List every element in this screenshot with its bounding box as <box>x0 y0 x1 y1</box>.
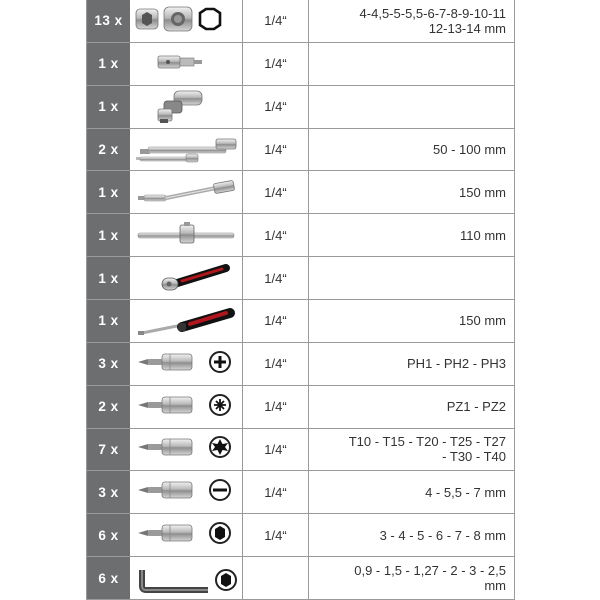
tool-image-cell <box>130 429 243 471</box>
tool-image-cell <box>130 257 243 299</box>
quantity-cell: 1 x <box>87 257 130 299</box>
drive-size-cell: 1/4“ <box>243 514 309 556</box>
tool-image-cell <box>130 43 243 85</box>
size-cell <box>309 300 514 342</box>
phillips-bit-socket-icon <box>134 346 238 382</box>
drive-size-cell: 1/4“ <box>243 129 309 171</box>
pozidriv-bit-socket-icon <box>134 389 238 425</box>
quantity-cell: 6 x <box>87 557 130 599</box>
table-row <box>87 0 514 43</box>
tool-image-cell <box>130 471 243 513</box>
size-line: 110 mm <box>460 227 506 243</box>
quantity-cell: 1 x <box>87 171 130 213</box>
size-cell <box>309 471 514 513</box>
size-line: T10 - T15 - T20 - T25 - T27 <box>348 434 506 450</box>
tool-image-cell <box>130 129 243 171</box>
size-cell <box>309 43 514 85</box>
size-cell <box>309 514 514 556</box>
size-line: 50 - 100 mm <box>433 141 506 157</box>
size-line: 0,9 - 1,5 - 1,27 - 2 - 3 - 2,5 <box>354 563 506 579</box>
quantity-cell: 7 x <box>87 429 130 471</box>
size-line: mm <box>484 578 506 594</box>
table-row <box>87 129 514 172</box>
tool-image-cell <box>130 86 243 128</box>
quantity-cell: 13 x <box>87 0 130 42</box>
hex-bit-socket-icon <box>134 517 238 553</box>
table-row <box>87 429 514 472</box>
size-line: 3 - 4 - 5 - 6 - 7 - 8 mm <box>379 527 506 543</box>
quantity-cell: 3 x <box>87 343 130 385</box>
size-cell <box>309 129 514 171</box>
drive-size-cell: 1/4“ <box>243 386 309 428</box>
size-line: 150 mm <box>459 184 506 200</box>
quantity-cell: 6 x <box>87 514 130 556</box>
slotted-bit-socket-icon <box>134 474 238 510</box>
tool-image-cell <box>130 171 243 213</box>
drive-size-cell: 1/4“ <box>243 171 309 213</box>
tool-image-cell <box>130 343 243 385</box>
size-line: 150 mm <box>459 313 506 329</box>
size-cell <box>309 214 514 256</box>
drive-size-cell: 1/4“ <box>243 43 309 85</box>
tool-image-cell <box>130 0 243 42</box>
table-row <box>87 557 514 600</box>
spinner-handle-icon <box>134 303 238 339</box>
table-row <box>87 43 514 86</box>
size-cell <box>309 0 514 42</box>
tool-image-cell <box>130 214 243 256</box>
size-cell <box>309 386 514 428</box>
table-row <box>87 514 514 557</box>
size-cell <box>309 171 514 213</box>
quantity-cell: 1 x <box>87 86 130 128</box>
drive-size-cell: 1/4“ <box>243 0 309 42</box>
quantity-cell: 1 x <box>87 214 130 256</box>
tool-image-cell <box>130 300 243 342</box>
drive-size-cell: 1/4“ <box>243 86 309 128</box>
table-row <box>87 171 514 214</box>
size-cell <box>309 343 514 385</box>
torx-bit-socket-icon <box>134 431 238 467</box>
drive-size-cell: 1/4“ <box>243 257 309 299</box>
drive-size-cell: 1/4“ <box>243 471 309 513</box>
size-line: PZ1 - PZ2 <box>446 399 506 415</box>
tool-image-cell <box>130 557 243 599</box>
drive-size-cell: 1/4“ <box>243 300 309 342</box>
drive-size-cell <box>243 557 309 599</box>
quantity-cell: 1 x <box>87 43 130 85</box>
tool-image-cell <box>130 514 243 556</box>
size-line: - T30 - T40 <box>442 449 506 465</box>
tool-set-table <box>86 0 515 600</box>
table-row <box>87 257 514 300</box>
universal-joint-icon <box>134 89 238 125</box>
hex-key-icon <box>134 560 238 596</box>
size-cell <box>309 557 514 599</box>
table-row <box>87 300 514 343</box>
size-line: 4-4,5-5-5,5-6-7-8-9-10-11 <box>359 5 506 21</box>
ratchet-icon <box>134 260 238 296</box>
quantity-cell: 2 x <box>87 386 130 428</box>
table-row <box>87 471 514 514</box>
table-row <box>87 214 514 257</box>
socket-set-icon <box>134 3 238 39</box>
quantity-cell: 2 x <box>87 129 130 171</box>
flexible-extension-icon <box>134 174 238 210</box>
table-row <box>87 343 514 386</box>
size-line: 4 - 5,5 - 7 mm <box>425 484 506 500</box>
table-row <box>87 386 514 429</box>
size-line: 12-13-14 mm <box>428 20 506 36</box>
quantity-cell: 1 x <box>87 300 130 342</box>
drive-size-cell: 1/4“ <box>243 214 309 256</box>
table-row <box>87 86 514 129</box>
drive-size-cell: 1/4“ <box>243 343 309 385</box>
size-cell <box>309 429 514 471</box>
size-line: PH1 - PH2 - PH3 <box>407 356 506 372</box>
tool-image-cell <box>130 386 243 428</box>
quantity-cell: 3 x <box>87 471 130 513</box>
adapter-icon <box>134 46 238 82</box>
drive-size-cell: 1/4“ <box>243 429 309 471</box>
t-handle-icon <box>134 217 238 253</box>
size-cell <box>309 86 514 128</box>
extension-bar-icon <box>134 131 238 167</box>
size-cell <box>309 257 514 299</box>
